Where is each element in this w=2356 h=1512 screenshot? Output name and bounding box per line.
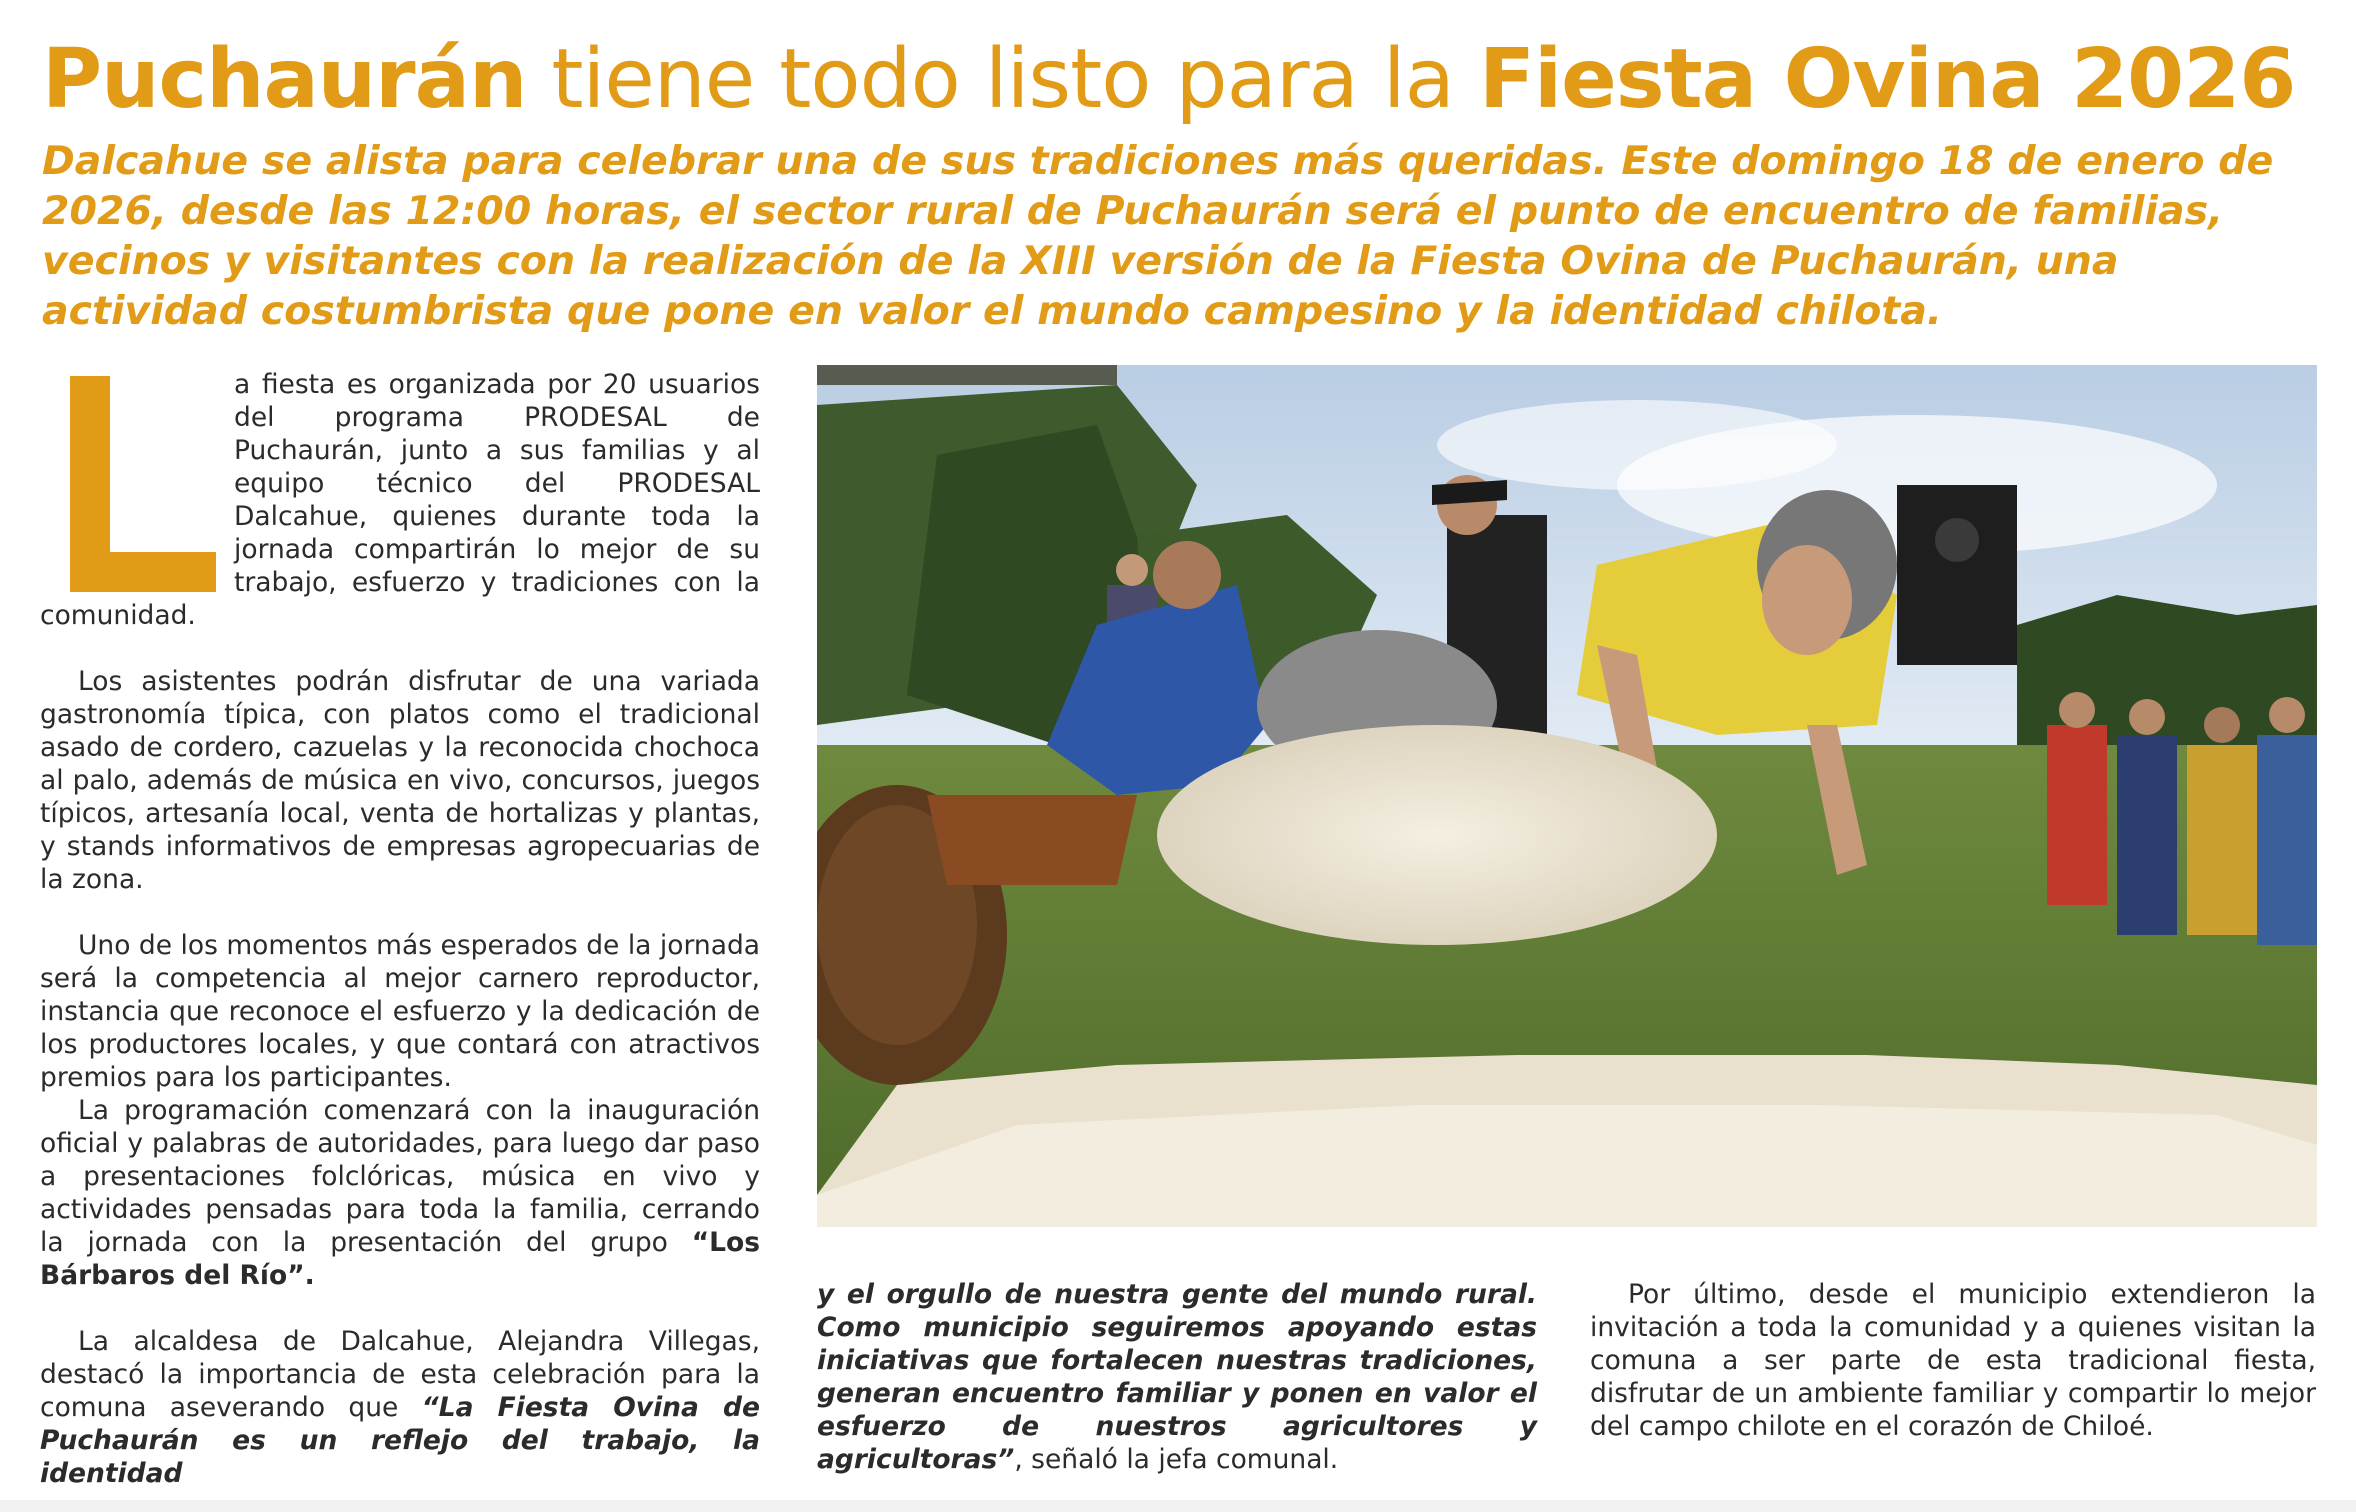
mayor-quote-end: y el orgullo de nuestra gente del mundo rural. Como municipio seguiremos apoyando estas iniciativas que fortalecen nuestras tradiciones, generan encuentro familiar y ponen en valor el esfuerzo de nuestros agricultores y agricultoras”: [817, 1279, 1537, 1475]
sheep-shearing-photo: [817, 365, 2317, 1227]
headline-middle: tiene todo listo para la: [526, 32, 1479, 127]
lead-paragraph: Dalcahue se alista para celebrar una de sus tradiciones más queridas. Este domingo 18 de enero de 2026, desde las 12:00 horas, el sector rural de Puchaurán será el punto de encuentro de familias, vecinos y visitantes con la realización de la XIII versión de la Fiesta Ovina de Puchaurán, una actividad costumbrista que pone en valor el mundo campesino y la identidad chilota.: [42, 138, 2274, 334]
column-1: [40, 368, 760, 1490]
paragraph-2: Los asistentes podrán disfrutar de una variada gastronomía típica, con platos como el tradicional asado de cordero, cazuelas y la reconocida chochoca al palo, además de música en vivo, concursos, juegos típicos, artesanía local, venta de hortalizas y plantas, y stands informativos de empresas agropecuarias de la zona.: [40, 666, 760, 895]
paragraph-5: La alcaldesa de Dalcahue, Alejandra Villegas, destacó la importancia de esta celebración para la comuna aseverando que “La Fiesta Ovina de Puchaurán es un reflejo del trabajo, la identidad: [40, 1326, 760, 1489]
band-name: “Los Bárbaros del Río”.: [40, 1227, 760, 1291]
paragraph-7: Por último, desde el municipio extendieron la invitación a toda la comunidad y a quienes visitan la comuna a ser parte de esta tradicional fiesta, disfrutar de un ambiente familiar y compartir lo mejor del campo chilote en el corazón de Chiloé.: [1590, 1279, 2316, 1442]
mayor-quote-start: “La Fiesta Ovina de Puchaurán es un reflejo del trabajo, la identidad: [40, 1392, 760, 1489]
paragraph-1: a fiesta es organizada por 20 usuarios del programa PRODESAL de Puchaurán, junto a sus familias y al equipo técnico del PRODESAL Dalcahue, quienes durante toda la jornada compartirán lo mejor de su trabajo, esfuerzo y tradiciones con la comunidad.: [40, 369, 760, 631]
headline-place: Puchaurán: [42, 32, 527, 127]
column-3: [1590, 1278, 2316, 1443]
headline: [42, 30, 2332, 130]
paragraph-3: Uno de los momentos más esperados de la jornada será la competencia al mejor carnero reproductor, instancia que reconoce el esfuerzo y la dedicación de los productores locales, y que contará con atractivos premios para los participantes.: [40, 930, 760, 1093]
column-2: [817, 1278, 1537, 1476]
paragraph-6: y el orgullo de nuestra gente del mundo rural. Como municipio seguiremos apoyando estas iniciativas que fortalecen nuestras tradiciones, generan encuentro familiar y ponen en valor el esfuerzo de nuestros agricultores y agricultoras”, señaló la jefa comunal.: [817, 1279, 1537, 1475]
headline-event: Fiesta Ovina 2026: [1478, 32, 2296, 127]
footer-bar: [0, 1500, 2356, 1512]
dropcap-letter-l: [40, 368, 220, 598]
paragraph-4: La programación comenzará con la inauguración oficial y palabras de autoridades, para luego dar paso a presentaciones folclóricas, música en vivo y actividades pensadas para toda la familia, cerrando la jornada con la presentación del grupo “Los Bárbaros del Río”.: [40, 1095, 760, 1291]
